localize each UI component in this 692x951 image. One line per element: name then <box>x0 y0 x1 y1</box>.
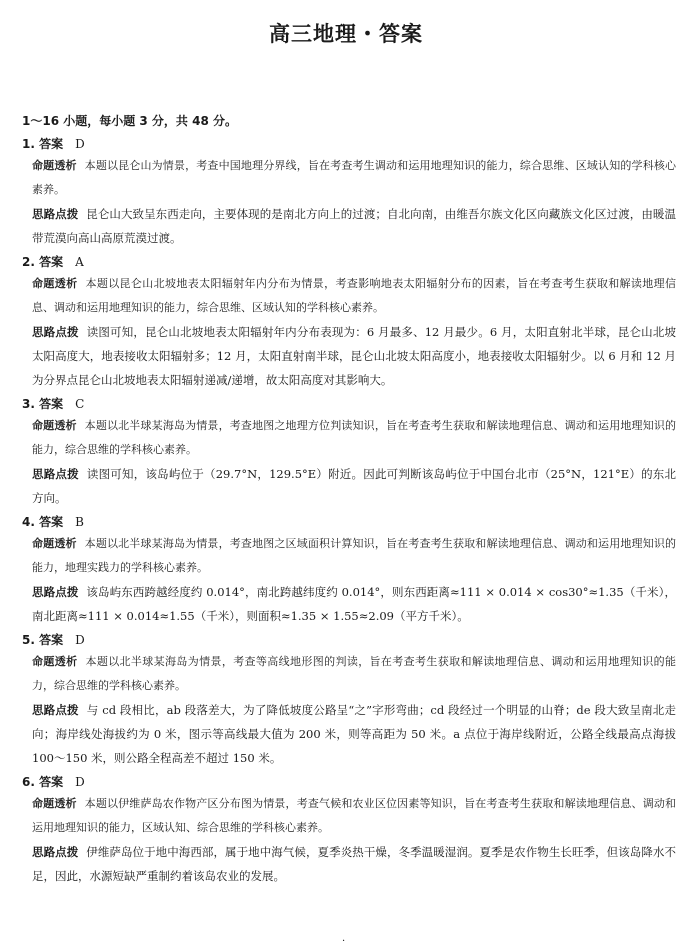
question-item <box>22 252 676 392</box>
question-item <box>22 512 676 628</box>
question-hint <box>32 202 676 250</box>
hint-text: 与 cd 段相比，ab 段落差大，为了降低坡度公路呈“之”字形弯曲；cd 段经过一个明显的山脊；de 段大致呈南北走向；海岸线处海拔约为 0 米，图示等高线最大值为 200 米，则等高距为 50 米。a 点位于海岸线附近，公路全线最高点海拔 100～150 米，则公路全程高差不超过 150 米。 <box>32 703 676 765</box>
gist-text: 本题以昆仑山为情景，考查中国地理分界线，旨在考查考生调动和运用地理知识的能力，综合思维、区域认知的学科核心素养。 <box>32 159 677 196</box>
question-number: 2. 答案 <box>22 255 64 269</box>
hint-text: 该岛屿东西跨越经度约 0.014°，南北跨越纬度约 0.014°，则东西距离≈111 × 0.014 × cos30°≈1.35（千米），南北距离≈111 × 0.014≈1.55（千米），则面积≈1.35 × 1.55≈2.09（平方千米）。 <box>32 585 676 623</box>
hint-label: 思路点拨 <box>32 585 79 599</box>
question-number: 6. 答案 <box>22 775 64 789</box>
gist-text: 本题以北半球某海岛为情景，考查地图之区域面积计算知识，旨在考查考生获取和解读地理信息、调动和运用地理知识的能力，地理实践力的学科核心素养。 <box>32 537 677 574</box>
question-item <box>22 394 676 510</box>
question-hint <box>32 580 676 628</box>
gist-label: 命题透析 <box>32 159 77 172</box>
question-answer: D <box>75 775 85 789</box>
question-header <box>22 252 676 272</box>
gist-label: 命题透析 <box>32 277 78 290</box>
question-gist <box>32 272 676 320</box>
hint-text: 读图可知，该岛屿位于（29.7°N，129.5°E）附近。因此可判断该岛屿位于中国台北市（25°N，121°E）的东北方向。 <box>32 467 677 505</box>
question-header <box>22 512 676 532</box>
question-item <box>22 772 676 888</box>
question-gist <box>32 650 676 698</box>
hint-text: 读图可知，昆仑山北坡地表太阳辐射年内分布表现为：6 月最多、12 月最少。6 月，太阳直射北半球，昆仑山北坡太阳高度大，地表接收太阳辐射多；12 月，太阳直射南半球，昆仑山北坡太阳高度小，地表接收太阳辐射少。以 6 月和 12 月为分界点昆仑山北坡地表太阳辐射递减/递增，故太阳高度对其影响大。 <box>32 325 676 387</box>
question-number: 1. 答案 <box>22 137 64 151</box>
question-hint <box>32 698 676 770</box>
hint-label: 思路点拨 <box>32 207 79 221</box>
hint-label: 思路点拨 <box>32 703 79 717</box>
page-title: 高三地理・答案 <box>269 22 423 46</box>
question-answer: D <box>75 633 85 647</box>
hint-label: 思路点拨 <box>32 467 79 481</box>
question-header <box>22 630 676 650</box>
question-header <box>22 394 676 414</box>
question-list <box>22 134 676 888</box>
answer-content <box>22 112 676 890</box>
question-gist <box>32 154 676 202</box>
hint-text: 伊维萨岛位于地中海西部，属于地中海气候，夏季炎热干燥，冬季温暖湿润。夏季是农作物生长旺季，但该岛降水不足，因此，水源短缺严重制约着该岛农业的发展。 <box>32 845 677 883</box>
question-hint <box>32 320 676 392</box>
gist-text: 本题以北半球某海岛为情景，考查地图之地理方位判读知识，旨在考查考生获取和解读地理信息、调动和运用地理知识的能力，综合思维的学科核心素养。 <box>32 419 677 456</box>
question-answer: C <box>75 397 85 411</box>
question-hint <box>32 462 676 510</box>
hint-label: 思路点拨 <box>32 845 79 859</box>
hint-label: 思路点拨 <box>32 325 79 339</box>
question-hint <box>32 840 676 888</box>
section-intro: 1～16 小题，每小题 3 分，共 48 分。 <box>22 114 237 128</box>
question-number: 3. 答案 <box>22 397 64 411</box>
question-number: 5. 答案 <box>22 633 64 647</box>
question-gist <box>32 532 676 580</box>
question-answer: D <box>75 137 85 151</box>
hint-text: 昆仑山大致呈东西走向，主要体现的是南北方向上的过渡；自北向南，由维吾尔族文化区向藏族文化区过渡，由暖温带荒漠向高山高原荒漠过渡。 <box>32 207 677 245</box>
question-answer: A <box>75 255 84 269</box>
gist-text: 本题以北半球某海岛为情景，考查等高线地形图的判读，旨在考查考生获取和解读地理信息、调动和运用地理知识的能力，综合思维的学科核心素养。 <box>32 655 677 692</box>
gist-label: 命题透析 <box>32 655 78 668</box>
question-item <box>22 630 676 770</box>
question-header <box>22 134 676 154</box>
gist-label: 命题透析 <box>32 419 77 432</box>
question-number: 4. 答案 <box>22 515 64 529</box>
gist-label: 命题透析 <box>32 797 77 810</box>
page-footer-mark: · <box>342 936 346 947</box>
question-answer: B <box>75 515 84 529</box>
gist-label: 命题透析 <box>32 537 77 550</box>
question-item <box>22 134 676 250</box>
question-gist <box>32 414 676 462</box>
question-header <box>22 772 676 792</box>
question-gist <box>32 792 676 840</box>
gist-text: 本题以伊维萨岛农作物产区分布图为情景，考查气候和农业区位因素等知识，旨在考查考生获取和解读地理信息、调动和运用地理知识的能力，区域认知、综合思维的学科核心素养。 <box>32 797 677 834</box>
gist-text: 本题以昆仑山北坡地表太阳辐射年内分布为情景，考查影响地表太阳辐射分布的因素，旨在考查考生获取和解读地理信息、调动和运用地理知识的能力，综合思维、区域认知的学科核心素养。 <box>32 277 677 314</box>
